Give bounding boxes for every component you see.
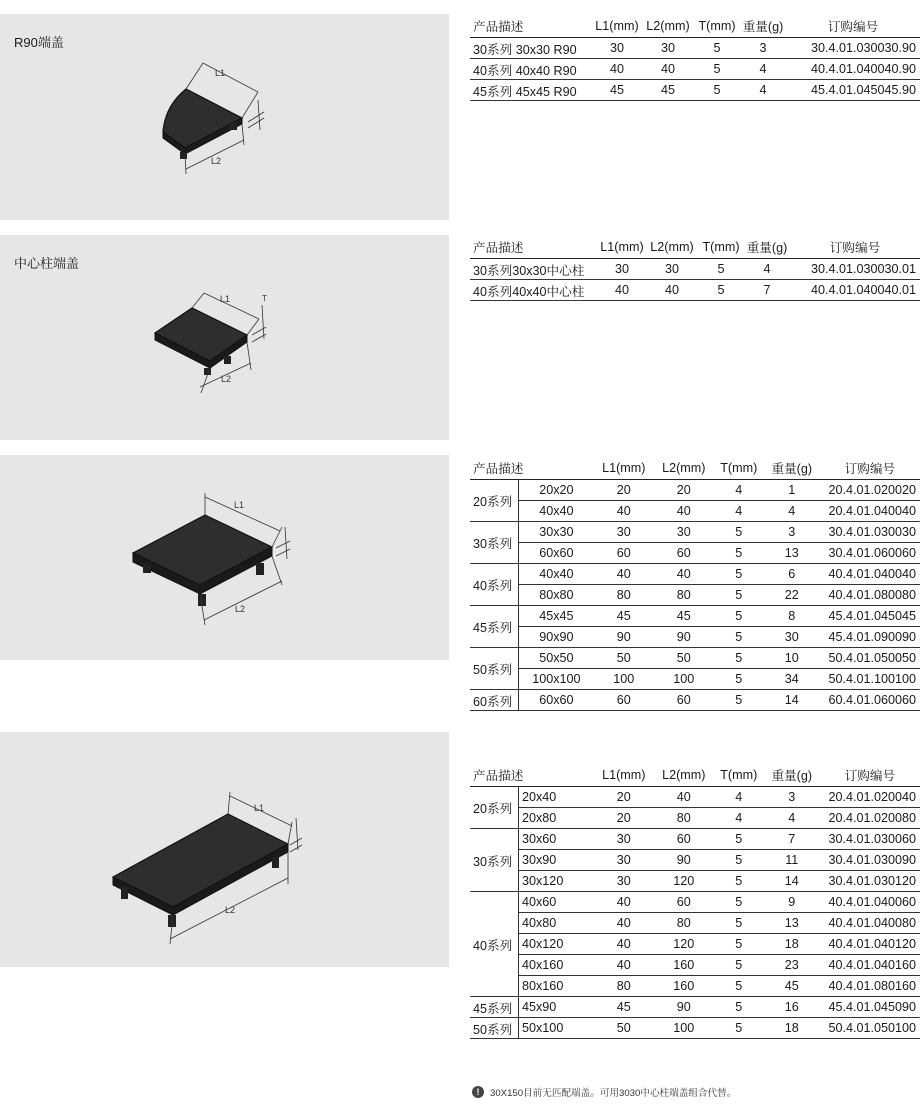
cell-t: 5 xyxy=(714,871,764,892)
table-row xyxy=(470,669,920,690)
table-row xyxy=(470,1018,920,1039)
cell-size: 50x50 xyxy=(519,648,594,669)
cell-size: 100x100 xyxy=(519,669,594,690)
cell-w: 10 xyxy=(764,648,820,669)
cell-code: 20.4.01.020040 xyxy=(820,787,920,808)
header-l1: L1(mm) xyxy=(598,235,646,259)
cell-l1: 80 xyxy=(594,585,654,606)
cell-l1: 40 xyxy=(594,892,654,913)
cell-w: 11 xyxy=(764,850,820,871)
cell-code: 30.4.01.030060 xyxy=(820,829,920,850)
cell-w: 14 xyxy=(764,871,820,892)
header-l1: L1(mm) xyxy=(592,14,642,38)
cell-code: 30.4.01.030030.01 xyxy=(790,259,920,280)
cell-t: 5 xyxy=(714,913,764,934)
header-code: 订购编号 xyxy=(786,14,920,38)
cell-t: 5 xyxy=(714,892,764,913)
cell-l1: 30 xyxy=(594,850,654,871)
cell-size: 80x160 xyxy=(519,976,594,997)
cell-code: 20.4.01.020020 xyxy=(820,480,920,501)
header-t: T(mm) xyxy=(714,763,764,787)
cell-l1: 45 xyxy=(594,997,654,1018)
cell-l2: 80 xyxy=(654,913,714,934)
cell-series: 50系列 xyxy=(470,648,519,690)
cell-series: 45系列 xyxy=(470,606,519,648)
table-row xyxy=(470,627,920,648)
cell-l2: 45 xyxy=(642,80,694,101)
header-weight: 重量(g) xyxy=(740,14,786,38)
cell-w: 18 xyxy=(764,1018,820,1039)
header-l1: L1(mm) xyxy=(594,763,654,787)
cell-series: 20系列 xyxy=(470,787,519,829)
cell-w: 6 xyxy=(764,564,820,585)
dim-l2: L2 xyxy=(235,604,246,614)
cell-code: 40.4.01.080160 xyxy=(820,976,920,997)
cell-t: 5 xyxy=(714,627,764,648)
cell-code: 20.4.01.020080 xyxy=(820,808,920,829)
cell-l2: 40 xyxy=(642,59,694,80)
cell-w: 4 xyxy=(764,808,820,829)
cell-t: 5 xyxy=(714,850,764,871)
dim-l1: L1 xyxy=(234,500,245,510)
cell-code: 60.4.01.060060 xyxy=(820,690,920,711)
cell-size: 40x60 xyxy=(519,892,594,913)
cell-t: 5 xyxy=(714,955,764,976)
table-row xyxy=(470,787,920,808)
cell-l1: 50 xyxy=(594,648,654,669)
panel-r90-end-cap xyxy=(0,14,449,220)
cell-l2: 30 xyxy=(642,38,694,59)
cell-series: 20系列 xyxy=(470,480,519,522)
cell-series: 45系列 xyxy=(470,997,519,1018)
cell-size: 90x90 xyxy=(519,627,594,648)
cell-w: 1 xyxy=(764,480,820,501)
cell-t: 5 xyxy=(714,648,764,669)
cell-l2: 50 xyxy=(654,648,714,669)
panel-center-post-end-cap xyxy=(0,235,449,440)
cell-code: 40.4.01.080080 xyxy=(820,585,920,606)
cell-l1: 40 xyxy=(594,913,654,934)
cell-w: 3 xyxy=(764,787,820,808)
header-weight: 重量(g) xyxy=(764,763,820,787)
cell-l2: 60 xyxy=(654,690,714,711)
cell-t: 5 xyxy=(714,669,764,690)
cell-size: 40x40 xyxy=(519,501,594,522)
cell-size: 30x90 xyxy=(519,850,594,871)
cell-t: 5 xyxy=(714,606,764,627)
cell-code: 30.4.01.030120 xyxy=(820,871,920,892)
table-row xyxy=(470,829,920,850)
cell-l1: 40 xyxy=(598,280,646,301)
cell-l1: 20 xyxy=(594,787,654,808)
cell-w: 4 xyxy=(740,80,786,101)
header-weight: 重量(g) xyxy=(744,235,790,259)
cell-l2: 60 xyxy=(654,892,714,913)
cell-l2: 60 xyxy=(654,829,714,850)
cell-series: 30系列 xyxy=(470,829,519,892)
cell-l1: 30 xyxy=(598,259,646,280)
cell-size: 30x60 xyxy=(519,829,594,850)
cell-l2: 45 xyxy=(654,606,714,627)
cell-t: 5 xyxy=(694,38,740,59)
cell-desc: 40系列40x40中心柱 xyxy=(470,280,598,301)
center-post-end-cap-drawing xyxy=(0,235,449,440)
cell-w: 14 xyxy=(764,690,820,711)
table-row xyxy=(470,934,920,955)
cell-l1: 40 xyxy=(592,59,642,80)
table-row xyxy=(470,690,920,711)
cell-l2: 100 xyxy=(654,1018,714,1039)
cell-code: 45.4.01.045045 xyxy=(820,606,920,627)
table-row xyxy=(470,38,920,59)
cell-w: 4 xyxy=(764,501,820,522)
cell-size: 40x40 xyxy=(519,564,594,585)
table-row xyxy=(470,522,920,543)
header-weight: 重量(g) xyxy=(764,456,820,480)
table-rect xyxy=(470,763,920,1039)
cell-l2: 90 xyxy=(654,997,714,1018)
cell-t: 5 xyxy=(714,585,764,606)
cell-l2: 90 xyxy=(654,627,714,648)
cell-l1: 100 xyxy=(594,669,654,690)
cell-desc: 30系列30x30中心柱 xyxy=(470,259,598,280)
cell-code: 30.4.01.030030 xyxy=(820,522,920,543)
cell-l1: 40 xyxy=(594,955,654,976)
cell-t: 5 xyxy=(714,522,764,543)
cell-t: 5 xyxy=(714,543,764,564)
header-l2: L2(mm) xyxy=(654,456,714,480)
cell-l1: 90 xyxy=(594,627,654,648)
cell-code: 40.4.01.040060 xyxy=(820,892,920,913)
cell-l2: 40 xyxy=(646,280,698,301)
cell-t: 5 xyxy=(714,564,764,585)
header-l1: L1(mm) xyxy=(594,456,654,480)
cell-l2: 40 xyxy=(654,564,714,585)
cell-desc: 30系列 30x30 R90 xyxy=(470,38,592,59)
cell-w: 23 xyxy=(764,955,820,976)
table-square xyxy=(470,456,920,711)
cell-code: 40.4.01.040040.01 xyxy=(790,280,920,301)
table-row xyxy=(470,997,920,1018)
cell-size: 40x160 xyxy=(519,955,594,976)
square-end-cap-drawing xyxy=(0,455,449,660)
cell-t: 4 xyxy=(714,808,764,829)
cell-w: 8 xyxy=(764,606,820,627)
cell-w: 18 xyxy=(764,934,820,955)
table-row xyxy=(470,501,920,522)
cell-code: 50.4.01.050100 xyxy=(820,1018,920,1039)
table-row xyxy=(470,543,920,564)
cell-l1: 30 xyxy=(592,38,642,59)
cell-size: 60x60 xyxy=(519,543,594,564)
header-code: 订购编号 xyxy=(820,763,920,787)
table-r90 xyxy=(470,14,920,101)
cell-l2: 40 xyxy=(654,501,714,522)
cell-size: 40x120 xyxy=(519,934,594,955)
cell-l1: 30 xyxy=(594,522,654,543)
cell-w: 34 xyxy=(764,669,820,690)
cell-t: 5 xyxy=(694,80,740,101)
cell-l1: 30 xyxy=(594,829,654,850)
dim-l1: L1 xyxy=(220,294,231,304)
cell-l2: 20 xyxy=(654,480,714,501)
dim-t: T xyxy=(262,294,267,303)
table-row xyxy=(470,808,920,829)
cell-size: 45x45 xyxy=(519,606,594,627)
cell-code: 40.4.01.040080 xyxy=(820,913,920,934)
header-desc: 产品描述 xyxy=(470,235,598,259)
cell-l2: 40 xyxy=(654,787,714,808)
cell-series: 40系列 xyxy=(470,564,519,606)
table-row xyxy=(470,892,920,913)
header-desc: 产品描述 xyxy=(470,14,592,38)
table-center-post xyxy=(470,235,920,301)
panel-title: R90端盖 xyxy=(14,35,64,50)
cell-t: 5 xyxy=(714,690,764,711)
cell-code: 30.4.01.030030.90 xyxy=(786,38,920,59)
cell-l2: 90 xyxy=(654,850,714,871)
cell-desc: 40系列 40x40 R90 xyxy=(470,59,592,80)
cell-l1: 40 xyxy=(594,934,654,955)
footnote xyxy=(472,1085,736,1099)
rect-end-cap-drawing xyxy=(0,732,449,967)
cell-w: 4 xyxy=(740,59,786,80)
cell-l1: 45 xyxy=(592,80,642,101)
cell-size: 50x100 xyxy=(519,1018,594,1039)
dim-l2: L2 xyxy=(211,156,222,166)
cell-l2: 160 xyxy=(654,955,714,976)
cell-l1: 20 xyxy=(594,480,654,501)
cell-l2: 120 xyxy=(654,871,714,892)
cell-l1: 30 xyxy=(594,871,654,892)
table-row xyxy=(470,955,920,976)
cell-l1: 80 xyxy=(594,976,654,997)
cell-w: 16 xyxy=(764,997,820,1018)
table-row xyxy=(470,259,920,280)
info-icon: ! xyxy=(472,1086,484,1098)
table-row xyxy=(470,648,920,669)
cell-code: 45.4.01.045090 xyxy=(820,997,920,1018)
cell-code: 40.4.01.040040.90 xyxy=(786,59,920,80)
table-row xyxy=(470,80,920,101)
cell-w: 7 xyxy=(764,829,820,850)
cell-series: 30系列 xyxy=(470,522,519,564)
table-row xyxy=(470,585,920,606)
dim-l1: L1 xyxy=(254,803,265,813)
table-row xyxy=(470,976,920,997)
cell-w: 4 xyxy=(744,259,790,280)
cell-size: 20x20 xyxy=(519,480,594,501)
cell-size: 40x80 xyxy=(519,913,594,934)
cell-l1: 60 xyxy=(594,690,654,711)
cell-l2: 160 xyxy=(654,976,714,997)
cell-code: 40.4.01.040040 xyxy=(820,564,920,585)
cell-code: 50.4.01.100100 xyxy=(820,669,920,690)
cell-l2: 60 xyxy=(654,543,714,564)
cell-t: 5 xyxy=(698,259,744,280)
cell-w: 3 xyxy=(764,522,820,543)
cell-l1: 45 xyxy=(594,606,654,627)
cell-size: 30x30 xyxy=(519,522,594,543)
cell-l1: 40 xyxy=(594,501,654,522)
dim-l2: L2 xyxy=(225,905,236,915)
cell-t: 5 xyxy=(714,1018,764,1039)
cell-code: 30.4.01.060060 xyxy=(820,543,920,564)
cell-l1: 40 xyxy=(594,564,654,585)
cell-code: 45.4.01.045045.90 xyxy=(786,80,920,101)
cell-size: 80x80 xyxy=(519,585,594,606)
cell-t: 5 xyxy=(694,59,740,80)
panel-rect-end-cap xyxy=(0,732,449,967)
header-code: 订购编号 xyxy=(790,235,920,259)
table-row xyxy=(470,480,920,501)
cell-l1: 20 xyxy=(594,808,654,829)
cell-size: 60x60 xyxy=(519,690,594,711)
header-t: T(mm) xyxy=(698,235,744,259)
table-row xyxy=(470,280,920,301)
cell-size: 30x120 xyxy=(519,871,594,892)
table-row xyxy=(470,564,920,585)
cell-w: 45 xyxy=(764,976,820,997)
header-t: T(mm) xyxy=(714,456,764,480)
header-code: 订购编号 xyxy=(820,456,920,480)
cell-code: 50.4.01.050050 xyxy=(820,648,920,669)
panel-square-end-cap xyxy=(0,455,449,660)
cell-l2: 120 xyxy=(654,934,714,955)
cell-size: 45x90 xyxy=(519,997,594,1018)
dim-l2: L2 xyxy=(221,374,232,384)
cell-size: 20x80 xyxy=(519,808,594,829)
table-row xyxy=(470,913,920,934)
header-l2: L2(mm) xyxy=(646,235,698,259)
cell-w: 9 xyxy=(764,892,820,913)
cell-code: 40.4.01.040160 xyxy=(820,955,920,976)
r90-end-cap-drawing xyxy=(0,14,449,220)
cell-code: 30.4.01.030090 xyxy=(820,850,920,871)
panel-title: 中心柱端盖 xyxy=(14,256,80,271)
cell-series: 60系列 xyxy=(470,690,519,711)
cell-w: 30 xyxy=(764,627,820,648)
cell-desc: 45系列 45x45 R90 xyxy=(470,80,592,101)
header-l2: L2(mm) xyxy=(654,763,714,787)
header-desc: 产品描述 xyxy=(470,763,594,787)
cell-l2: 100 xyxy=(654,669,714,690)
cell-t: 5 xyxy=(714,829,764,850)
table-row xyxy=(470,850,920,871)
cell-w: 13 xyxy=(764,913,820,934)
header-l2: L2(mm) xyxy=(642,14,694,38)
cell-l1: 60 xyxy=(594,543,654,564)
cell-code: 45.4.01.090090 xyxy=(820,627,920,648)
cell-w: 3 xyxy=(740,38,786,59)
cell-t: 5 xyxy=(714,934,764,955)
cell-l2: 80 xyxy=(654,808,714,829)
table-row xyxy=(470,871,920,892)
header-t: T(mm) xyxy=(694,14,740,38)
cell-t: 5 xyxy=(714,997,764,1018)
table-row xyxy=(470,59,920,80)
table-row xyxy=(470,606,920,627)
cell-w: 13 xyxy=(764,543,820,564)
cell-t: 4 xyxy=(714,501,764,522)
cell-series: 50系列 xyxy=(470,1018,519,1039)
cell-size: 20x40 xyxy=(519,787,594,808)
cell-t: 5 xyxy=(698,280,744,301)
cell-l2: 30 xyxy=(654,522,714,543)
cell-w: 22 xyxy=(764,585,820,606)
cell-l1: 50 xyxy=(594,1018,654,1039)
cell-l2: 30 xyxy=(646,259,698,280)
cell-code: 20.4.01.040040 xyxy=(820,501,920,522)
cell-l2: 80 xyxy=(654,585,714,606)
footnote-text: 30X150目前无匹配端盖。可用3030中心柱端盖组合代替。 xyxy=(490,1088,737,1099)
cell-t: 4 xyxy=(714,787,764,808)
cell-t: 4 xyxy=(714,480,764,501)
cell-w: 7 xyxy=(744,280,790,301)
cell-code: 40.4.01.040120 xyxy=(820,934,920,955)
cell-t: 5 xyxy=(714,976,764,997)
cell-series: 40系列 xyxy=(470,892,519,997)
header-desc: 产品描述 xyxy=(470,456,594,480)
dim-l1: L1 xyxy=(215,68,226,78)
